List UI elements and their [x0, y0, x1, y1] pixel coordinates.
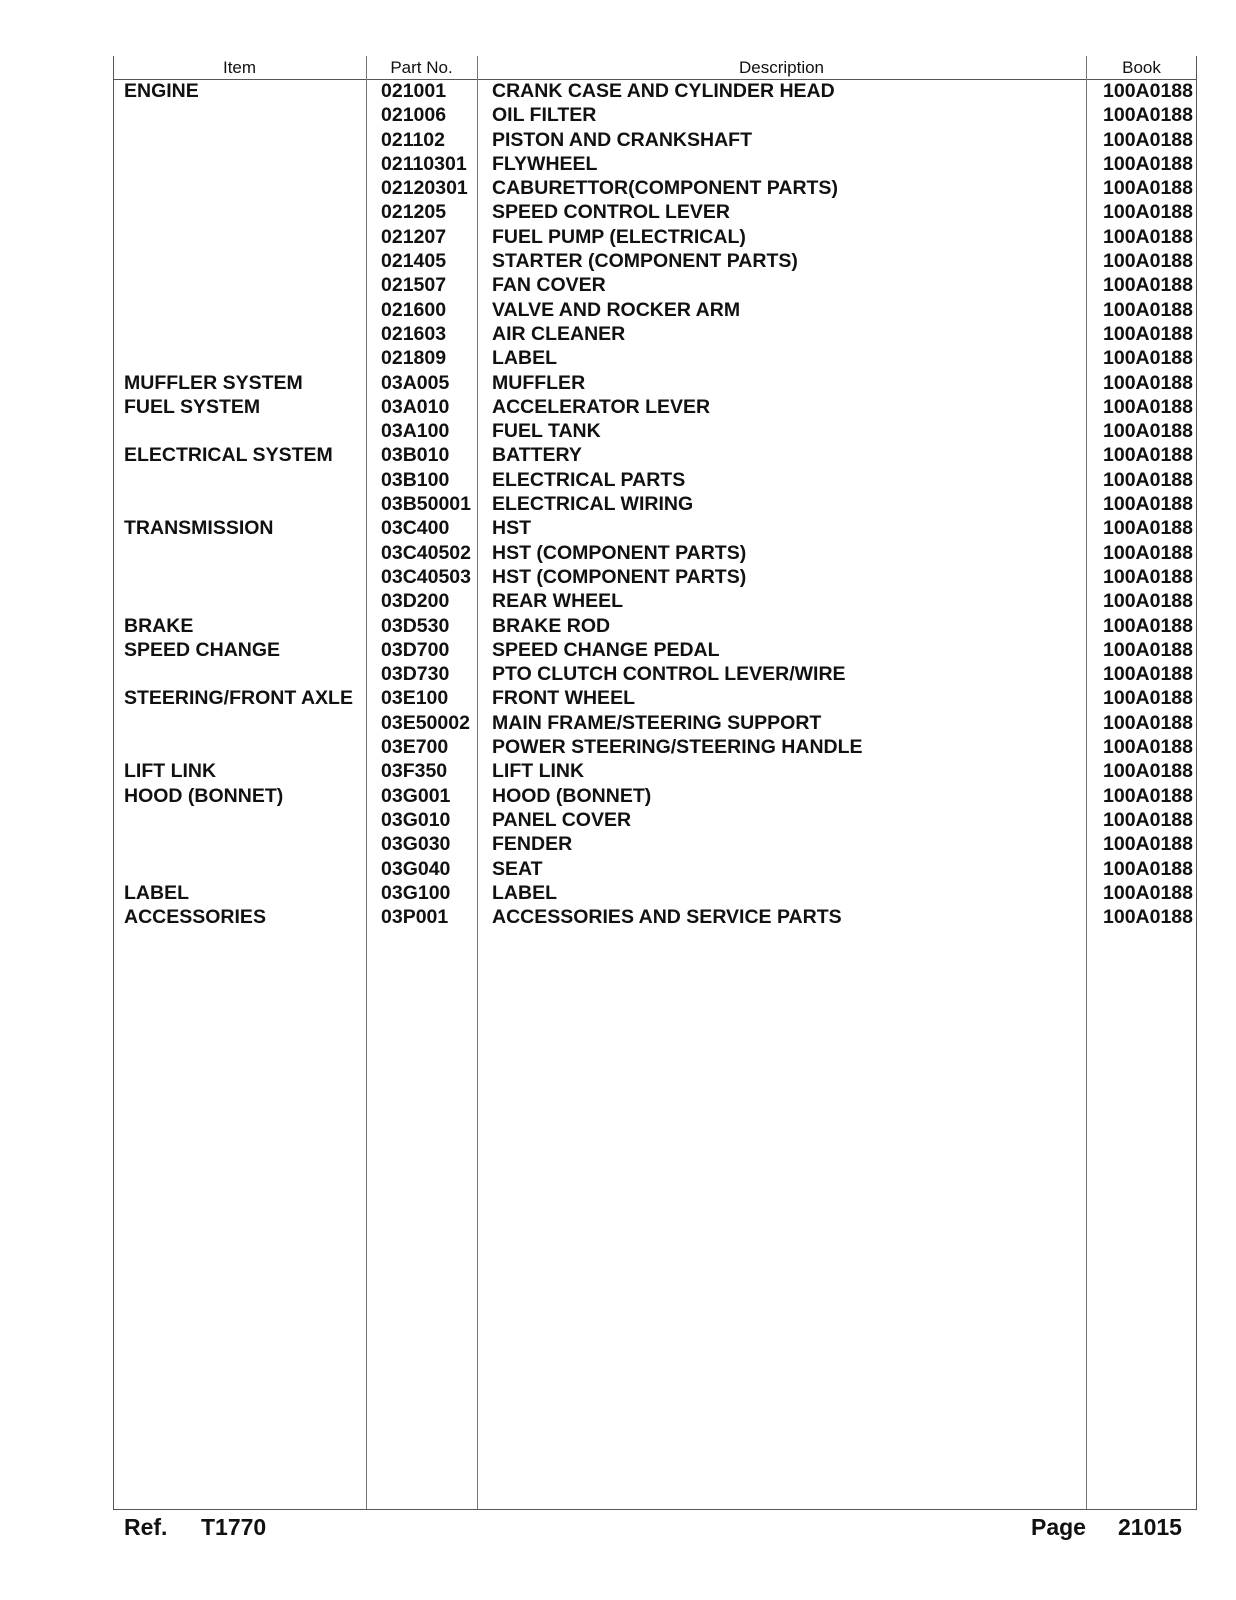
cell-part-no: 03B50001: [381, 493, 471, 516]
cell-book: 100A0188: [1103, 250, 1193, 273]
cell-description: FAN COVER: [492, 274, 606, 297]
table-row: [0, 346, 1236, 370]
cell-description: PTO CLUTCH CONTROL LEVER/WIRE: [492, 663, 846, 686]
cell-item: TRANSMISSION: [124, 517, 274, 540]
table-row: [0, 857, 1236, 881]
cell-part-no: 021205: [381, 201, 447, 224]
cell-description: MUFFLER: [492, 371, 586, 394]
cell-part-no: 021006: [381, 104, 447, 127]
cell-item: MUFFLER SYSTEM: [124, 371, 303, 394]
table-row: [0, 516, 1236, 540]
cell-book: 100A0188: [1103, 322, 1193, 345]
cell-part-no: 021102: [381, 128, 445, 151]
cell-book: 100A0188: [1103, 906, 1193, 929]
cell-book: 100A0188: [1103, 881, 1193, 904]
cell-book: 100A0188: [1103, 347, 1193, 370]
cell-book: 100A0188: [1103, 468, 1193, 491]
cell-item: SPEED CHANGE: [124, 638, 281, 661]
ref-label: Ref.: [124, 1514, 168, 1540]
cell-part-no: 03D530: [381, 614, 450, 637]
cell-description: MAIN FRAME/STEERING SUPPORT: [492, 711, 822, 734]
cell-book: 100A0188: [1103, 614, 1193, 637]
cell-description: SEAT: [492, 857, 543, 880]
cell-book: 100A0188: [1103, 784, 1193, 807]
cell-book: 100A0188: [1103, 638, 1193, 661]
table-row: [0, 759, 1236, 783]
table-row: [0, 298, 1236, 322]
cell-description: CABURETTOR(COMPONENT PARTS): [492, 177, 838, 200]
cell-item: LIFT LINK: [124, 760, 217, 783]
cell-book: 100A0188: [1103, 177, 1193, 200]
cell-book: 100A0188: [1103, 298, 1193, 321]
cell-book: 100A0188: [1103, 590, 1193, 613]
cell-book: 100A0188: [1103, 736, 1193, 759]
cell-part-no: 03C40502: [381, 541, 471, 564]
cell-item: HOOD (BONNET): [124, 784, 284, 807]
cell-description: LABEL: [492, 881, 557, 904]
cell-description: VALVE AND ROCKER ARM: [492, 298, 741, 321]
cell-book: 100A0188: [1103, 687, 1193, 710]
cell-part-no: 03B100: [381, 468, 450, 491]
table-row: [0, 395, 1236, 419]
cell-description: HST (COMPONENT PARTS): [492, 565, 747, 588]
table-row: [0, 468, 1236, 492]
cell-description: SPEED CHANGE PEDAL: [492, 638, 720, 661]
cell-description: HST: [492, 517, 531, 540]
cell-description: ELECTRICAL WIRING: [492, 493, 694, 516]
cell-part-no: 03E50002: [381, 711, 470, 734]
cell-description: PISTON AND CRANKSHAFT: [492, 128, 753, 151]
cell-book: 100A0188: [1103, 225, 1193, 248]
cell-description: LABEL: [492, 347, 557, 370]
cell-book: 100A0188: [1103, 857, 1193, 880]
page-value: 21015: [1118, 1514, 1182, 1540]
cell-book: 100A0188: [1103, 80, 1193, 102]
cell-description: ELECTRICAL PARTS: [492, 468, 686, 491]
cell-book: 100A0188: [1103, 663, 1193, 686]
cell-description: AIR CLEANER: [492, 322, 626, 345]
header-part-no: Part No.: [390, 58, 453, 77]
table-row: [0, 541, 1236, 565]
cell-part-no: 03F350: [381, 760, 448, 783]
table-row: [0, 200, 1236, 224]
table-row: [0, 662, 1236, 686]
table-row: [0, 735, 1236, 759]
cell-part-no: 03G030: [381, 833, 451, 856]
page-label: Page: [1031, 1514, 1086, 1540]
cell-description: OIL FILTER: [492, 104, 597, 127]
cell-part-no: 03G001: [381, 784, 451, 807]
cell-part-no: 03G010: [381, 808, 451, 831]
cell-part-no: 02120301: [381, 177, 468, 200]
table-row: [0, 322, 1236, 346]
cell-part-no: 021207: [381, 225, 447, 248]
cell-description: FRONT WHEEL: [492, 687, 635, 710]
cell-description: ACCELERATOR LEVER: [492, 395, 711, 418]
cell-description: STARTER (COMPONENT PARTS): [492, 250, 798, 273]
cell-part-no: 021603: [381, 322, 447, 345]
cell-part-no: 03G040: [381, 857, 451, 880]
cell-item: ENGINE: [124, 80, 199, 102]
header-description: Description: [738, 58, 825, 77]
cell-description: BRAKE ROD: [492, 614, 611, 637]
header-item: Item: [222, 58, 257, 77]
cell-book: 100A0188: [1103, 152, 1193, 175]
table-row: [0, 152, 1236, 176]
cell-description: PANEL COVER: [492, 808, 632, 831]
cell-book: 100A0188: [1103, 711, 1193, 734]
table-row: [0, 565, 1236, 589]
cell-part-no: 03E100: [381, 687, 449, 710]
table-row: [0, 686, 1236, 710]
cell-description: CRANK CASE AND CYLINDER HEAD: [492, 80, 835, 102]
cell-description: HST (COMPONENT PARTS): [492, 541, 747, 564]
cell-item: LABEL: [124, 881, 189, 904]
cell-description: LIFT LINK: [492, 760, 585, 783]
cell-part-no: 03D700: [381, 638, 450, 661]
cell-book: 100A0188: [1103, 201, 1193, 224]
cell-part-no: 021507: [381, 274, 447, 297]
cell-part-no: 03C400: [381, 517, 450, 540]
cell-part-no: 03A100: [381, 420, 450, 443]
cell-part-no: 03D200: [381, 590, 450, 613]
cell-item: FUEL SYSTEM: [124, 395, 261, 418]
cell-book: 100A0188: [1103, 274, 1193, 297]
cell-book: 100A0188: [1103, 760, 1193, 783]
cell-book: 100A0188: [1103, 833, 1193, 856]
cell-part-no: 03G100: [381, 881, 451, 904]
table-row: [0, 273, 1236, 297]
cell-book: 100A0188: [1103, 493, 1193, 516]
cell-book: 100A0188: [1103, 371, 1193, 394]
cell-part-no: 03A005: [381, 371, 450, 394]
table-row: [0, 419, 1236, 443]
cell-part-no: 021600: [381, 298, 447, 321]
cell-book: 100A0188: [1103, 808, 1193, 831]
table-row: [0, 784, 1236, 808]
cell-part-no: 021001: [381, 80, 447, 102]
table-row: [0, 881, 1236, 905]
table-row: [0, 905, 1236, 929]
table-row: [0, 225, 1236, 249]
cell-description: FUEL TANK: [492, 420, 601, 443]
cell-part-no: 03D730: [381, 663, 450, 686]
ref-value: T1770: [201, 1514, 267, 1540]
table-row: [0, 638, 1236, 662]
table-row: [0, 128, 1236, 152]
cell-book: 100A0188: [1103, 565, 1193, 588]
cell-description: FENDER: [492, 833, 573, 856]
cell-book: 100A0188: [1103, 104, 1193, 127]
cell-book: 100A0188: [1103, 395, 1193, 418]
cell-description: ACCESSORIES AND SERVICE PARTS: [492, 906, 842, 929]
cell-book: 100A0188: [1103, 517, 1193, 540]
cell-item: ELECTRICAL SYSTEM: [124, 444, 333, 467]
table-row: [0, 249, 1236, 273]
table-row: [0, 176, 1236, 200]
cell-part-no: 03A010: [381, 395, 450, 418]
cell-description: POWER STEERING/STEERING HANDLE: [492, 736, 863, 759]
table-row: [0, 589, 1236, 613]
cell-part-no: 021809: [381, 347, 447, 370]
cell-part-no: 03P001: [381, 906, 449, 929]
cell-part-no: 03C40503: [381, 565, 471, 588]
cell-item: BRAKE: [124, 614, 194, 637]
table-row: [0, 808, 1236, 832]
cell-book: 100A0188: [1103, 420, 1193, 443]
table-row: [0, 443, 1236, 467]
cell-description: SPEED CONTROL LEVER: [492, 201, 731, 224]
table-row: [0, 711, 1236, 735]
header-book: Book: [1122, 58, 1161, 77]
cell-book: 100A0188: [1103, 128, 1193, 151]
cell-part-no: 03E700: [381, 736, 449, 759]
table-row: [0, 79, 1236, 103]
cell-description: FLYWHEEL: [492, 152, 598, 175]
table-row: [0, 614, 1236, 638]
cell-part-no: 021405: [381, 250, 447, 273]
cell-book: 100A0188: [1103, 444, 1193, 467]
cell-item: STEERING/FRONT AXLE: [124, 687, 353, 710]
table-row: [0, 492, 1236, 516]
table-row: [0, 832, 1236, 856]
cell-book: 100A0188: [1103, 541, 1193, 564]
cell-description: HOOD (BONNET): [492, 784, 652, 807]
cell-description: BATTERY: [492, 444, 582, 467]
parts-table-body: [0, 79, 1236, 929]
cell-part-no: 02110301: [381, 152, 467, 175]
cell-description: FUEL PUMP (ELECTRICAL): [492, 225, 746, 248]
cell-part-no: 03B010: [381, 444, 450, 467]
cell-item: ACCESSORIES: [124, 906, 266, 929]
cell-description: REAR WHEEL: [492, 590, 624, 613]
table-row: [0, 371, 1236, 395]
table-row: [0, 103, 1236, 127]
